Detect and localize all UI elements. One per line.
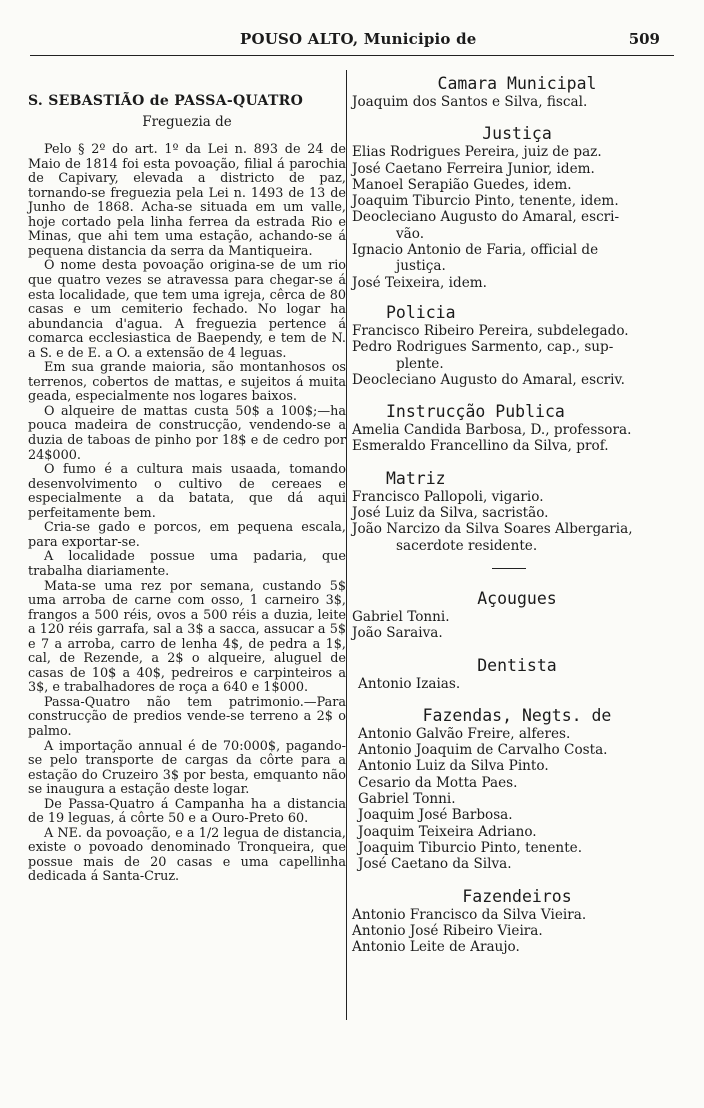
paragraph: Pelo § 2º do art. 1º da Lei n. 893 de 24 de Maio de 1814 foi esta povoação, filial á parochia de Capivary, elevada a districto de paz, tornando-se freguezia pela Lei n. 1493 de 13 de Junho de 1868. Acha-se situada em um valle, hoje cortado pela linha ferrea da estrada Rio e Minas, que ahi tem uma estação, achando-se á pequena distancia da serra da Mantiqueira. — [28, 142, 346, 259]
entry-line: Antonio Joaquim de Carvalho Costa. — [358, 742, 608, 759]
entry-line: Antonio José Ribeiro Vieira. — [352, 922, 543, 939]
section-camara — [352, 74, 682, 110]
section-separator — [492, 568, 526, 569]
paragraph: O fumo é a cultura mais usaada, tomando desenvolvimento o cultivo de cereaes e especialmente a da batata, que dá aqui perfeitamente bem. — [28, 462, 346, 521]
paragraph: Cria-se gado e porcos, em pequena escala, para exportar-se. — [28, 520, 346, 550]
entry-line: Antonio Izaias. — [358, 675, 461, 692]
left-column — [28, 94, 346, 885]
entry-line: Gabriel Tonni. — [352, 608, 450, 625]
entry-line: Francisco Ribeiro Pereira, subdelegado. — [352, 322, 629, 339]
section-matriz — [352, 469, 682, 569]
entry-line: João Narcizo da Silva Soares Albergaria, — [352, 521, 633, 538]
page-number: 509 — [628, 30, 660, 48]
entry-line: José Caetano Ferreira Junior, idem. — [352, 160, 595, 177]
entry-line: Ignacio Antonio de Faria, official de — [352, 242, 599, 259]
entry-line: João Saraiva. — [352, 625, 443, 642]
entry-line: José Caetano da Silva. — [358, 856, 512, 873]
section-heading: Policia — [386, 302, 456, 322]
section-fazendas — [352, 706, 682, 873]
section-heading: Instrucção Publica — [386, 402, 565, 422]
entry-line: Esmeraldo Francellino da Silva, prof. — [352, 438, 609, 455]
entry-line: Joaquim Teixeira Adriano. — [358, 823, 537, 840]
entry-line: Antonio Leite de Araujo. — [352, 939, 520, 956]
paragraph: O nome desta povoação origina-se de um rio que quatro vezes se atravessa para chegar-se á esta localidade, que tem uma igreja, cêrca de 80 casas e um cemiterio fechado. No logar ha abundancia d'agua. A freguezia pertence á comarca ecclesiastica de Baependy, e tem de N. a S. e de E. a O. a extensão de 4 leguas. — [28, 258, 346, 361]
entry-line: justiça. — [396, 258, 446, 275]
entry-line: Manoel Serapião Guedes, idem. — [352, 176, 572, 193]
locality-subtitle: Freguezia de — [142, 113, 232, 130]
header-rule — [30, 55, 674, 56]
paragraph: De Passa-Quatro á Campanha ha a distancia de 19 leguas, á côrte 50 e a Ouro-Preto 60. — [28, 796, 346, 827]
entry-line: Joaquim Tiburcio Pinto, tenente. — [358, 839, 583, 856]
entry-line: Deocleciano Augusto do Amaral, escriv. — [352, 371, 625, 388]
entry-line: Amelia Candida Barbosa, D., professora. — [352, 422, 632, 439]
entry-line: Antonio Galvão Freire, alferes. — [358, 725, 571, 742]
section-dentista — [352, 656, 682, 692]
section-fazendeiros — [352, 887, 682, 956]
right-column — [352, 74, 682, 955]
paragraph: Em sua grande maioria, são montanhosos os terrenos, cobertos de mattas, e sujeitos á muita geada, especialmente nos logares baixos. — [28, 360, 346, 405]
entry-line: Cesario da Motta Paes. — [358, 774, 518, 791]
column-divider — [346, 70, 347, 1020]
entry-line: vão. — [396, 225, 425, 242]
section-heading: Camara Municipal — [437, 74, 597, 93]
entry-line: José Luiz da Silva, sacristão. — [352, 505, 549, 522]
entry-line: Antonio Luiz da Silva Pinto. — [358, 758, 549, 775]
entry-line: Gabriel Tonni. — [358, 791, 456, 808]
entry-line: sacerdote residente. — [396, 537, 538, 554]
paragraph: A NE. da povoação, e a 1/2 legua de distancia, existe o povoado denominado Tronqueira, que possue mais de 20 casas e uma capellinha dedicada á Santa-Cruz. — [28, 825, 346, 885]
entry-line: Elias Rodrigues Pereira, juiz de paz. — [352, 144, 602, 161]
paragraph: Mata-se uma rez por semana, custando 5$ uma arroba de carne com osso, 1 carneiro 3$, frangos a 500 réis, ovos a 500 réis a duzia, leite a 120 réis garrafa, sal a 3$ a sacca, assucar a 5$ e 7 a arroba, carro de lenha 4$, de pedra a 1$, cal, de Rezende, a 2$ o alqueire, aluguel de casas de 10$ a 40$, pedreiros e carpinteiros a 3$, e trabalhadores de roça a 640 e 1$000. — [28, 578, 346, 696]
section-heading: Açougues — [477, 588, 557, 608]
entry-line: José Teixeira, idem. — [352, 274, 487, 291]
section-instruccao — [352, 402, 682, 455]
section-heading: Justiça — [482, 124, 552, 144]
page-header — [30, 30, 670, 52]
section-acougues — [352, 589, 682, 642]
running-title: POUSO ALTO, Municipio de — [240, 30, 477, 48]
entry-line: Joaquim dos Santos e Silva, fiscal. — [352, 94, 588, 110]
paragraph: A localidade possue uma padaria, que trabalha diariamente. — [28, 549, 346, 579]
paragraph: A importação annual é de 70:000$, pagando-se pelo transporte de cargas da côrte para a estação do Cruzeiro 3$ por besta, emquanto não se inaugura a estação deste logar. — [28, 738, 346, 798]
locality-title: S. SEBASTIÃO de PASSA-QUATRO — [28, 93, 304, 109]
paragraph: O alqueire de mattas custa 50$ a 100$;—ha pouca madeira de construcção, vendendo-se a duzia de taboas de pinho por 18$ e de cedro por 24$000. — [28, 403, 346, 463]
entry-line: Antonio Francisco da Silva Vieira. — [352, 906, 587, 923]
section-heading: Fazendeiros — [462, 886, 572, 906]
entry-line: plente. — [396, 355, 444, 372]
section-heading: Dentista — [477, 655, 557, 675]
entry-line: Joaquim Tiburcio Pinto, tenente, idem. — [352, 193, 619, 210]
entry-line: Pedro Rodrigues Sarmento, cap., sup- — [352, 339, 614, 356]
paragraph: Passa-Quatro não tem patrimonio.—Para construcção de predios vende-se terreno a 2$ o palmo. — [28, 694, 346, 739]
entry-line: Joaquim José Barbosa. — [358, 807, 513, 824]
entry-line: Deocleciano Augusto do Amaral, escri- — [352, 209, 620, 226]
section-justica — [352, 124, 682, 291]
section-heading: Fazendas, Negts. de — [422, 705, 612, 725]
section-heading: Matriz — [386, 468, 446, 488]
entry-line: Francisco Pallopoli, vigario. — [352, 488, 544, 505]
section-policia — [352, 303, 682, 388]
